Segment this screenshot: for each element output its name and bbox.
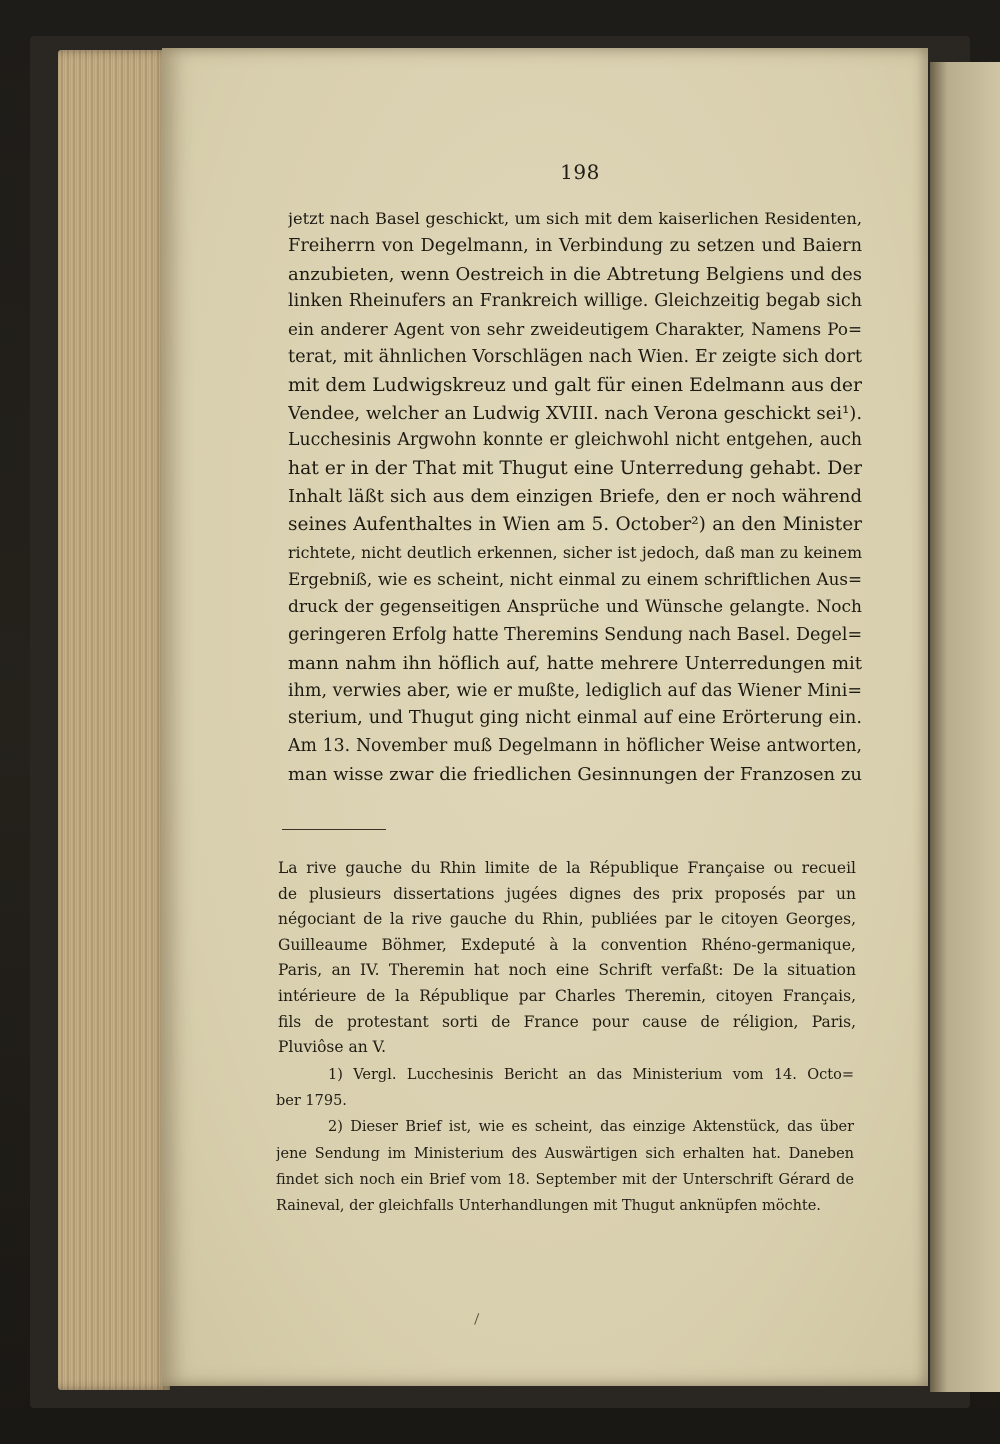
body-line: hat er in der That mit Thugut eine Unterredung gehabt. Der <box>288 458 862 480</box>
footnote-line: Guilleaume Böhmer, Exdeputé à la convention Rhéno-germanique, <box>278 935 856 954</box>
body-line: jetzt nach Basel geschickt, um sich mit dem kaiserlichen Residenten, <box>288 209 862 228</box>
footnote-2-line: findet sich noch ein Brief vom 18. September mit der Unterschrift Gérard de <box>276 1171 854 1188</box>
footnote-line: fils de protestant sorti de France pour cause de réligion, Paris, <box>278 1012 856 1031</box>
body-line: Inhalt läßt sich aus dem einzigen Briefe, den er noch während <box>288 485 862 507</box>
body-line: seines Aufenthaltes in Wien am 5. October²) an den Minister <box>288 513 862 535</box>
footnote-1-line: 1) Vergl. Lucchesinis Bericht an das Ministerium vom 14. Octo= <box>328 1067 854 1083</box>
body-line: Lucchesinis Argwohn konnte er gleichwohl nicht entgehen, auch <box>288 430 862 451</box>
footnote-line: négociant de la rive gauche du Rhin, publiées par le citoyen Georges, <box>278 910 856 929</box>
footnote-line: intérieure de la République par Charles Theremin, citoyen Français, <box>278 986 856 1005</box>
body-line: richtete, nicht deutlich erkennen, sicher ist jedoch, daß man zu keinem <box>288 542 862 562</box>
footnote-line: Pluviôse an V. <box>278 1038 387 1057</box>
footnote-line: La rive gauche du Rhin limite de la République Française ou recueil <box>278 859 856 877</box>
footnote-2-line: 2) Dieser Brief ist, wie es scheint, das einzige Aktenstück, das über <box>328 1119 854 1136</box>
footnotes <box>276 1062 854 1219</box>
page-number: 198 <box>560 160 600 184</box>
body-line: mann nahm ihn höflich auf, hatte mehrere Unterredungen mit <box>288 652 862 674</box>
footnote-line: Paris, an IV. Theremin hat noch eine Schrift verfaßt: De la situation <box>278 961 856 980</box>
body-text <box>288 205 862 789</box>
body-line: sterium, und Thugut ging nicht einmal auf eine Erörterung ein. <box>288 708 862 729</box>
body-line: Am 13. November muß Degelmann in höflicher Weise antworten, <box>288 736 862 757</box>
footnote-line: de plusieurs dissertations jugées dignes des prix proposés par un <box>278 884 856 903</box>
footnote-2-line: Raineval, der gleichfalls Unterhandlungen mit Thugut anknüpfen möchte. <box>276 1197 821 1214</box>
body-line: linken Rheinufers an Frankreich willige. Gleichzeitig begab sich <box>288 291 862 312</box>
body-line: Vendee, welcher an Ludwig XVIII. nach Verona geschickt sei¹). <box>288 402 862 424</box>
footnote-continuation <box>278 856 856 1061</box>
body-line: mit dem Ludwigskreuz und galt für einen Edelmann aus der <box>288 374 862 396</box>
footnote-1-line: ber 1795. <box>276 1093 347 1110</box>
body-line: ihm, verwies aber, wie er mußte, lediglich auf das Wiener Mini= <box>288 680 862 701</box>
footnote-2-line: jene Sendung im Ministerium des Auswärtigen sich erhalten hat. Daneben <box>276 1145 854 1162</box>
body-line: ein anderer Agent von sehr zweideutigem Charakter, Namens Po= <box>288 319 862 340</box>
body-line: anzubieten, wenn Oestreich in die Abtretung Belgiens und des <box>288 263 862 285</box>
facing-page-edge <box>930 62 1000 1392</box>
body-line: Freiherrn von Degelmann, in Verbindung zu setzen und Baiern <box>288 235 862 256</box>
body-line: geringeren Erfolg hatte Theremins Sendung nach Basel. Degel= <box>288 624 862 645</box>
body-line: druck der gegenseitigen Ansprüche und Wünsche gelangte. Noch <box>288 597 862 618</box>
footnote-divider <box>282 829 386 830</box>
body-line: terat, mit ähnlichen Vorschlägen nach Wien. Er zeigte sich dort <box>288 346 862 367</box>
body-line: man wisse zwar die friedlichen Gesinnungen der Franzosen zu <box>288 763 862 785</box>
page-edges <box>58 50 170 1390</box>
body-line: Ergebniß, wie es scheint, nicht einmal zu einem schriftlichen Aus= <box>288 569 862 590</box>
